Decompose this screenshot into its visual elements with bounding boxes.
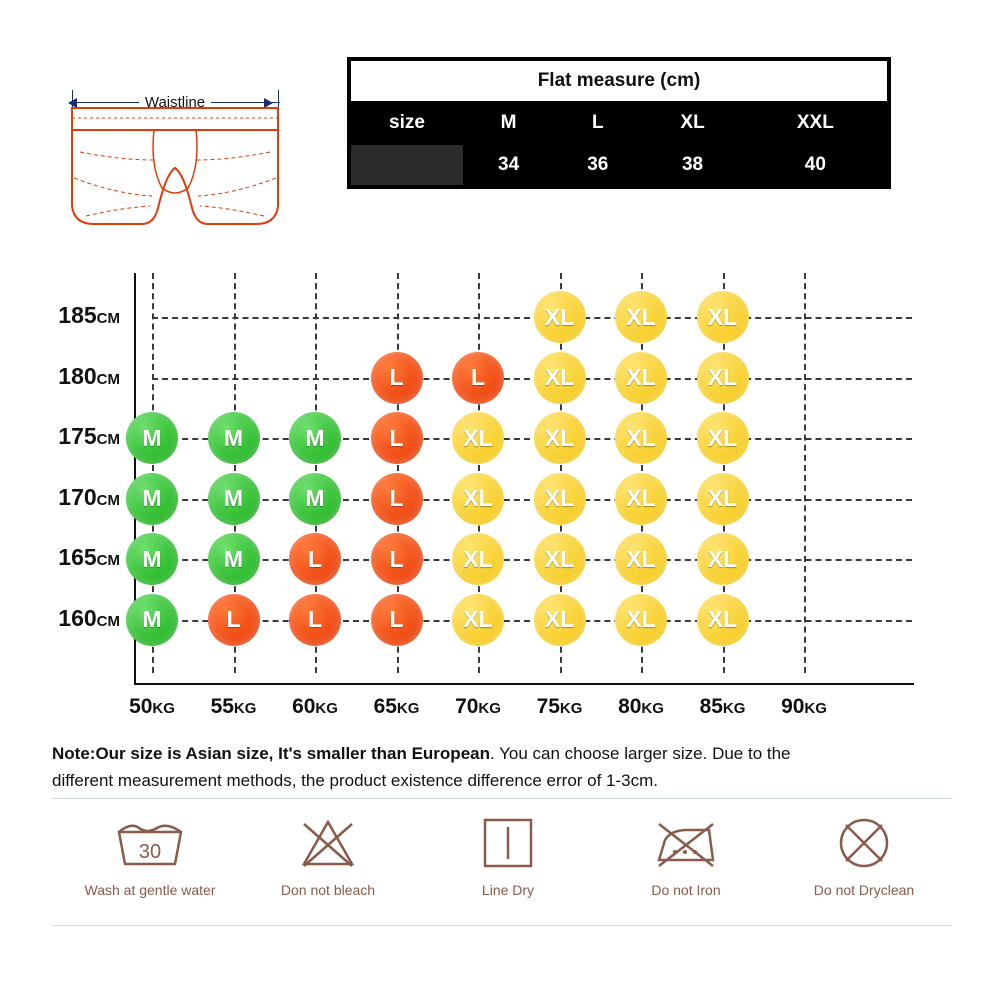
chart-x-tick-65: 65KG (373, 695, 420, 718)
waistline-label-text: Waistline (139, 94, 211, 111)
line-dry-icon (418, 808, 598, 878)
size-dot-185cm-75kg: XL (534, 291, 586, 343)
size-dot-160cm-75kg: XL (534, 594, 586, 646)
chart-gridline-row (152, 378, 912, 380)
size-dot-180cm-85kg: XL (697, 352, 749, 404)
chart-gridline-row (152, 620, 912, 622)
size-dot-165cm-60kg: L (289, 533, 341, 585)
care-item-wash (60, 808, 240, 898)
size-dot-175cm-55kg: M (208, 412, 260, 464)
table-value-xl: 38 (642, 144, 742, 186)
table-value-m: 34 (464, 144, 553, 186)
note-line1-bold: Note:Our size is Asian size, It's smaller than European (52, 744, 490, 763)
size-dot-165cm-65kg: L (371, 533, 423, 585)
size-dot-165cm-85kg: XL (697, 533, 749, 585)
size-dot-175cm-85kg: XL (697, 412, 749, 464)
chart-gridline-row (152, 499, 912, 501)
no-dryclean-icon (774, 808, 954, 878)
note-line1-rest: . You can choose larger size. Due to the (489, 744, 791, 763)
care-item-linedry (418, 808, 598, 898)
size-dot-165cm-70kg: XL (452, 533, 504, 585)
care-label-linedry: Line Dry (481, 882, 535, 898)
table-header-row (350, 102, 888, 144)
size-dot-175cm-65kg: L (371, 412, 423, 464)
size-dot-185cm-80kg: XL (615, 291, 667, 343)
size-dot-165cm-50kg: M (126, 533, 178, 585)
size-dot-170cm-65kg: L (371, 473, 423, 525)
size-dot-175cm-80kg: XL (615, 412, 667, 464)
care-item-dryclean (774, 808, 954, 898)
size-dot-170cm-75kg: XL (534, 473, 586, 525)
size-dot-165cm-80kg: XL (615, 533, 667, 585)
chart-y-tick-170: 170CM (58, 483, 120, 510)
chart-gridline-col (804, 273, 806, 673)
chart-gridline-row (152, 438, 912, 440)
note-line2: different measurement methods, the product existence difference error of 1-3cm. (52, 771, 659, 790)
chart-x-tick-85: 85KG (699, 695, 746, 718)
care-item-bleach (238, 808, 418, 898)
size-dot-165cm-55kg: M (208, 533, 260, 585)
care-label-dryclean: Do not Dryclean (813, 882, 915, 898)
chart-y-tick-185: 185CM (58, 302, 120, 328)
table-col-xxl: XXL (743, 102, 888, 144)
svg-text:30: 30 (138, 841, 162, 863)
size-dot-180cm-80kg: XL (615, 352, 667, 404)
size-chart (0, 255, 1000, 725)
size-dot-175cm-75kg: XL (534, 412, 586, 464)
chart-x-tick-90: 90KG (781, 695, 827, 718)
chart-x-tick-60: 60KG (292, 695, 338, 718)
chart-y-tick-160: 160CM (58, 604, 120, 631)
note-text (52, 740, 952, 794)
chart-x-tick-80: 80KG (618, 695, 664, 718)
table-row-header-label: size (350, 102, 464, 144)
size-dot-160cm-50kg: M (126, 594, 178, 646)
care-label-iron: Do not Iron (651, 882, 721, 898)
size-dot-175cm-60kg: M (289, 412, 341, 464)
size-dot-160cm-65kg: L (371, 594, 423, 646)
size-dot-180cm-75kg: XL (534, 352, 586, 404)
size-table (347, 57, 891, 189)
care-divider-bottom (52, 925, 952, 926)
chart-y-tick-175: 175CM (58, 423, 120, 449)
table-title-row (350, 60, 888, 102)
chart-x-tick-55: 55KG (210, 695, 257, 718)
table-col-m: M (464, 102, 553, 144)
chart-gridline-row (152, 317, 912, 319)
no-bleach-icon (238, 808, 418, 878)
table-measure-label (350, 144, 464, 186)
table-value-xxl: 40 (743, 144, 888, 186)
chart-x-axis (134, 683, 914, 685)
table-row (350, 144, 888, 186)
size-dot-160cm-55kg: L (208, 594, 260, 646)
care-label-bleach: Don not bleach (280, 882, 376, 898)
chart-x-tick-70: 70KG (455, 695, 501, 718)
garment-diagram (50, 48, 300, 228)
size-dot-180cm-65kg: L (371, 352, 423, 404)
care-divider-top (52, 798, 952, 799)
size-dot-160cm-80kg: XL (615, 594, 667, 646)
wash-tub-icon (60, 808, 240, 878)
size-dot-160cm-85kg: XL (697, 594, 749, 646)
care-label-wash: Wash at gentle water (84, 882, 216, 898)
care-instructions (40, 808, 960, 928)
size-dot-175cm-50kg: M (126, 412, 178, 464)
size-dot-170cm-50kg: M (126, 473, 178, 525)
underwear-outline-icon (50, 56, 300, 236)
size-dot-180cm-70kg: L (452, 352, 504, 404)
chart-gridline-row (152, 559, 912, 561)
chart-x-tick-50: 50KG (129, 695, 175, 718)
size-dot-170cm-55kg: M (208, 473, 260, 525)
size-dot-160cm-70kg: XL (452, 594, 504, 646)
table-col-l: L (553, 102, 642, 144)
no-iron-icon (596, 808, 776, 878)
size-dot-185cm-85kg: XL (697, 291, 749, 343)
size-dot-160cm-60kg: L (289, 594, 341, 646)
size-dot-170cm-70kg: XL (452, 473, 504, 525)
chart-x-tick-75: 75KG (536, 695, 583, 718)
top-section (0, 0, 1000, 230)
care-item-iron (596, 808, 776, 898)
size-dot-170cm-60kg: M (289, 473, 341, 525)
chart-y-tick-165: 165CM (58, 544, 120, 570)
table-value-l: 36 (553, 144, 642, 186)
size-dot-165cm-75kg: XL (534, 533, 586, 585)
table-title: Flat measure (cm) (350, 60, 888, 102)
chart-y-tick-180: 180CM (58, 362, 120, 389)
size-dot-175cm-70kg: XL (452, 412, 504, 464)
table-col-xl: XL (642, 102, 742, 144)
size-dot-170cm-80kg: XL (615, 473, 667, 525)
size-dot-170cm-85kg: XL (697, 473, 749, 525)
